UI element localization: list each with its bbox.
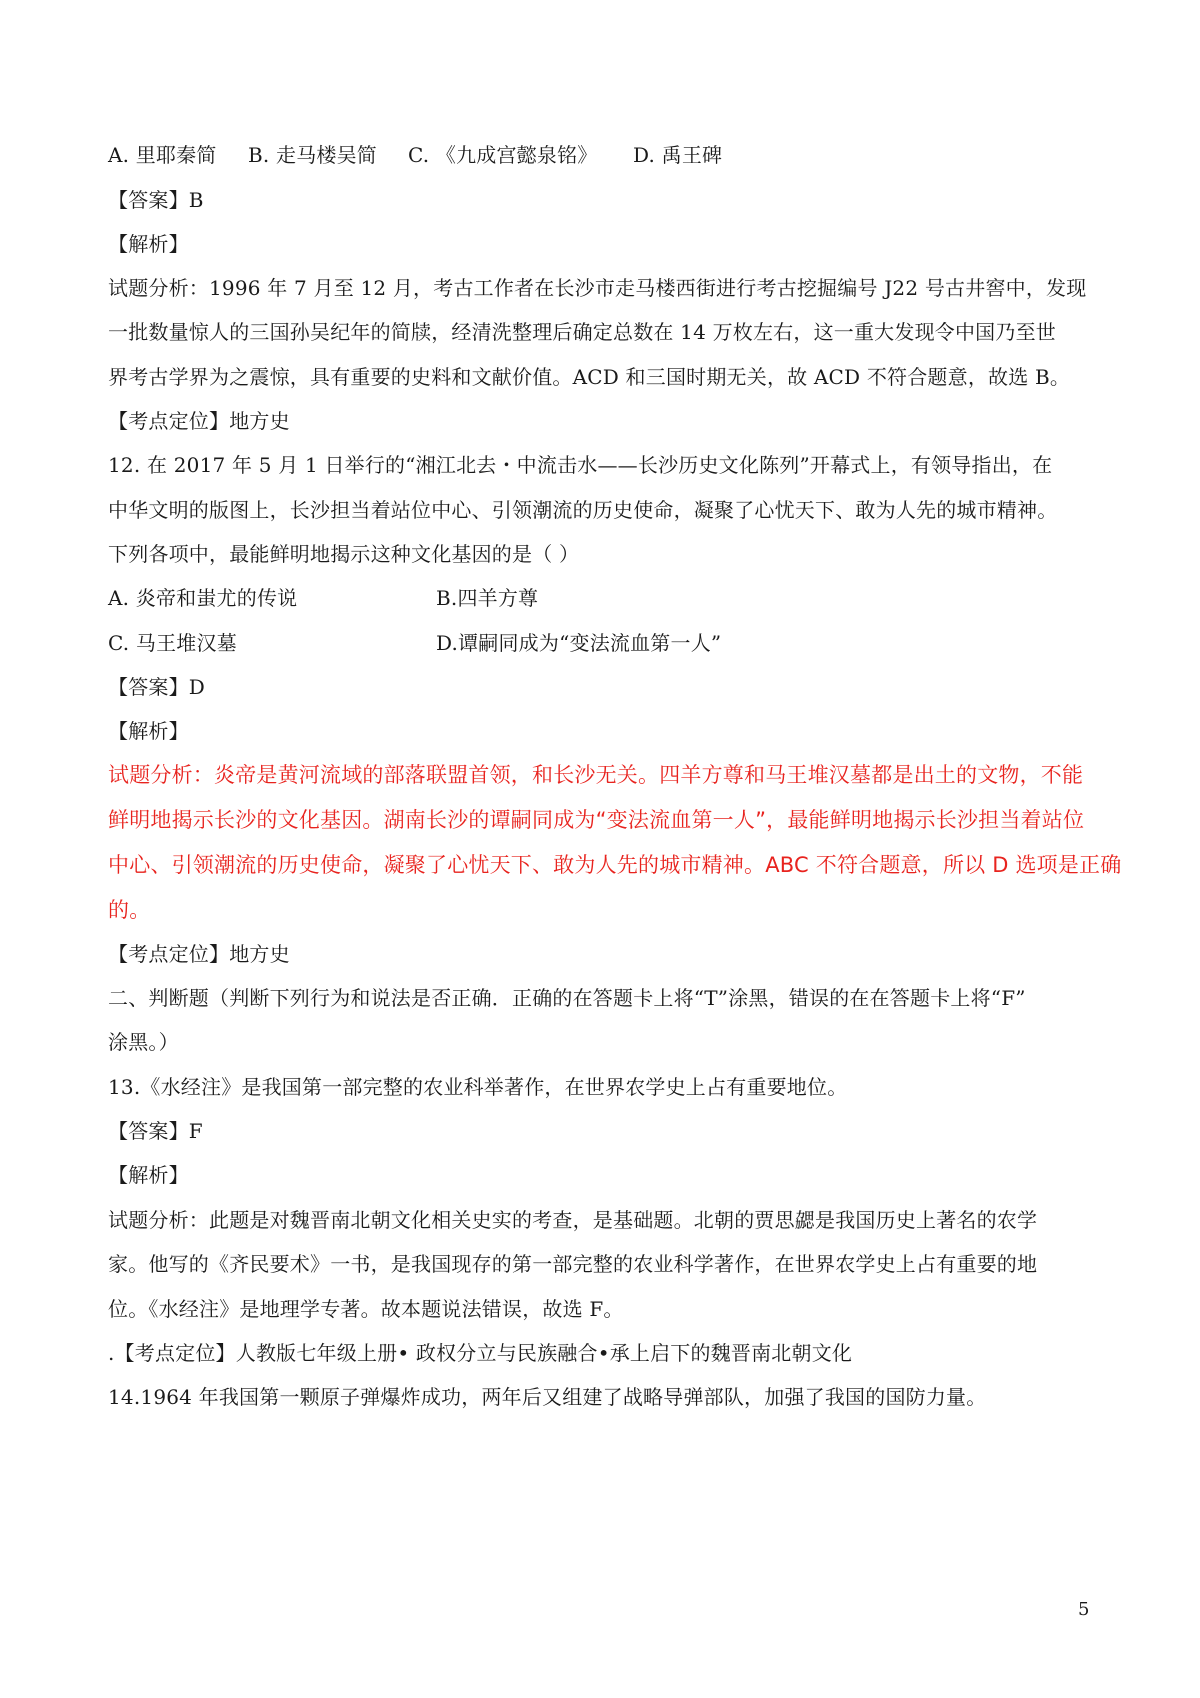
q12-answer: 【答案】D	[108, 675, 206, 699]
q12-question-line: 12. 在 2017 年 5 月 1 日举行的“湘江北去・中流击水——长沙历史文化陈列”开幕式上，有领导指出，在	[108, 453, 1053, 477]
q13-question: 13.《水经注》是我国第一部完整的农业科举著作，在世界农学史上占有重要地位。	[108, 1075, 848, 1099]
q13-analysis-line: 位。《水经注》是地理学专著。故本题说法错误，故选 F。	[108, 1297, 624, 1321]
q12-analysis-label: 【解析】	[108, 719, 189, 743]
q12-analysis-line: 的。	[108, 898, 151, 922]
q13-analysis-label: 【解析】	[108, 1163, 189, 1187]
q11-answer: 【答案】B	[108, 188, 204, 212]
q12-analysis-line: 试题分析：炎帝是黄河流域的部落联盟首领，和长沙无关。四羊方尊和马王堆汉墓都是出土的文物，不能	[108, 763, 1084, 787]
q12-analysis-line: 鲜明地揭示长沙的文化基因。湖南长沙的谭嗣同成为“变法流血第一人”，最能鲜明地揭示长沙担当着站位	[108, 808, 1085, 832]
q11-analysis-line: 界考古学界为之震惊，具有重要的史料和文献价值。ACD 和三国时期无关，故 ACD 不符合题意，故选 B。	[108, 365, 1071, 389]
q11-analysis-line: 一批数量惊人的三国孙吴纪年的简牍，经清洗整理后确定总数在 14 万枚左右，这一重大发现令中国乃至世	[108, 320, 1056, 344]
q12-question-line: 下列各项中，最能鲜明地揭示这种文化基因的是（ ）	[108, 542, 580, 566]
q11-analysis-line: 试题分析：1996 年 7 月至 12 月，考古工作者在长沙市走马楼西街进行考古挖掘编号 J22 号古井窖中，发现	[108, 276, 1087, 300]
page-number: 5	[1078, 1599, 1090, 1620]
q11-choice-a: A. 里耶秦简	[108, 143, 217, 167]
q11-choice-d: D. 禹王碑	[633, 143, 723, 167]
q13-analysis-line: 试题分析：此题是对魏晋南北朝文化相关史实的考查，是基础题。北朝的贾思勰是我国历史上著名的农学	[108, 1208, 1038, 1232]
q13-answer: 【答案】F	[108, 1119, 203, 1143]
section-heading-line: 涂黑。）	[108, 1030, 179, 1054]
q12-point: 【考点定位】地方史	[108, 942, 290, 966]
q14-question: 14.1964 年我国第一颗原子弹爆炸成功，两年后又组建了战略导弹部队，加强了我国的国防力量。	[108, 1385, 987, 1409]
q12-choices-row-1	[108, 584, 1108, 612]
q12-choices-row-2	[108, 629, 1108, 657]
q12-choice-d: D.谭嗣同成为“变法流血第一人”	[436, 631, 722, 655]
q11-choice-b: B. 走马楼吴简	[248, 143, 378, 167]
q13-point: .【考点定位】人教版七年级上册• 政权分立与民族融合•承上启下的魏晋南北朝文化	[108, 1341, 853, 1365]
q11-analysis-label: 【解析】	[108, 232, 189, 256]
q11-point: 【考点定位】地方史	[108, 409, 290, 433]
q12-choice-a: A. 炎帝和蚩尤的传说	[108, 586, 298, 610]
q12-choice-c: C. 马王堆汉墓	[108, 631, 237, 655]
q13-analysis-line: 家。他写的《齐民要术》一书，是我国现存的第一部完整的农业科学著作，在世界农学史上占有重要的地	[108, 1252, 1038, 1276]
q12-analysis-line: 中心、引领潮流的历史使命，凝聚了心忧天下、敢为人先的城市精神。ABC 不符合题意，所以 D 选项是正确	[108, 853, 1122, 877]
q11-choice-c: C. 《九成宫懿泉铭》	[408, 143, 598, 167]
section-heading-line: 二、判断题（判断下列行为和说法是否正确．正确的在答题卡上将“T”涂黑，错误的在在答题卡上将“F”	[108, 986, 1026, 1010]
q12-question-line: 中华文明的版图上，长沙担当着站位中心、引领潮流的历史使命，凝聚了心忧天下、敢为人先的城市精神。	[108, 498, 1058, 522]
q12-choice-b: B.四羊方尊	[436, 586, 539, 610]
q11-choices	[108, 141, 1108, 169]
